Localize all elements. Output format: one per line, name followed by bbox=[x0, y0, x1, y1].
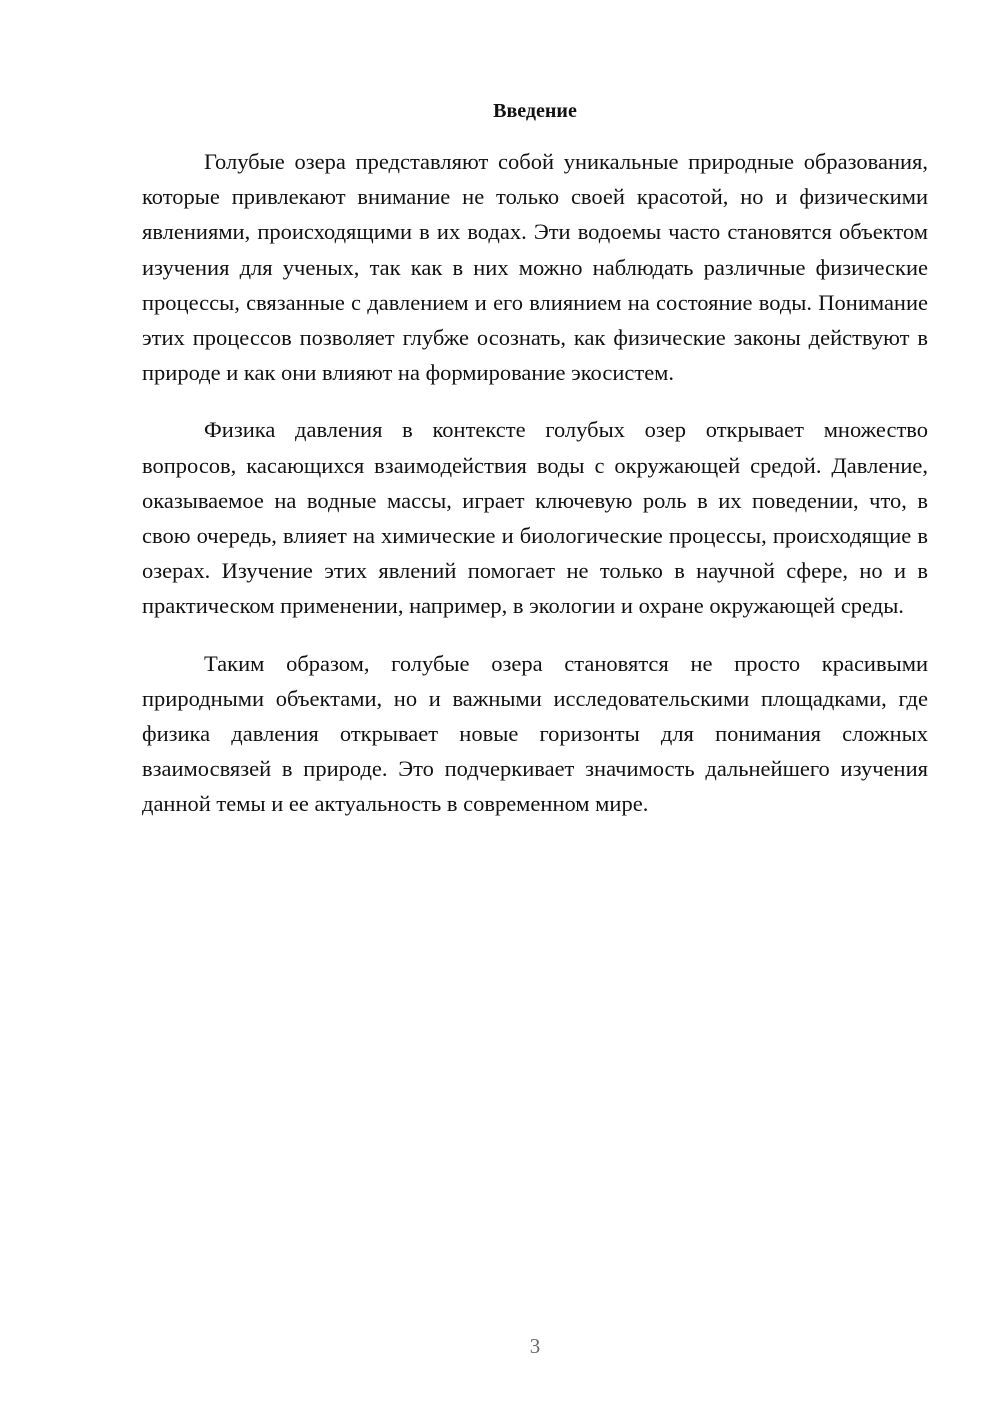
page-number: 3 bbox=[529, 1334, 541, 1358]
paragraph-3: Таким образом, голубые озера становятся не просто красивыми природными объектами, но и важными исследовательскими площадками, где физика давления открывает новые горизонты для понимания сложных взаимосвязей в природе. Это подчеркивает значимость дальнейшего изучения данной темы и ее актуальность в современном мире. bbox=[142, 650, 928, 817]
document-body bbox=[142, 144, 928, 844]
page-title: Введение bbox=[493, 100, 577, 122]
paragraph-2: Физика давления в контексте голубых озер открывает множество вопросов, касающихся взаимодействия воды с окружающей средой. Давление, оказываемое на водные массы, играет ключевую роль в их поведении, что, в свою очередь, влияет на химические и биологические процессы, происходящие в озерах. Изучение этих явлений помогает не только в научной сфере, но и в практическом применении, например, в экологии и охране окружающей среды. bbox=[142, 417, 928, 619]
paragraph-1: Голубые озера представляют собой уникальные природные образования, которые привлекают внимание не только своей красотой, но и физическими явлениями, происходящими в их водах. Эти водоемы часто становятся объектом изучения для ученых, так как в них можно наблюдать различные физические процессы, связанные с давлением и его влиянием на состояние воды. Понимание этих процессов позволяет глубже осознать, как физические законы действуют в природе и как они влияют на формирование экосистем. bbox=[142, 149, 928, 386]
